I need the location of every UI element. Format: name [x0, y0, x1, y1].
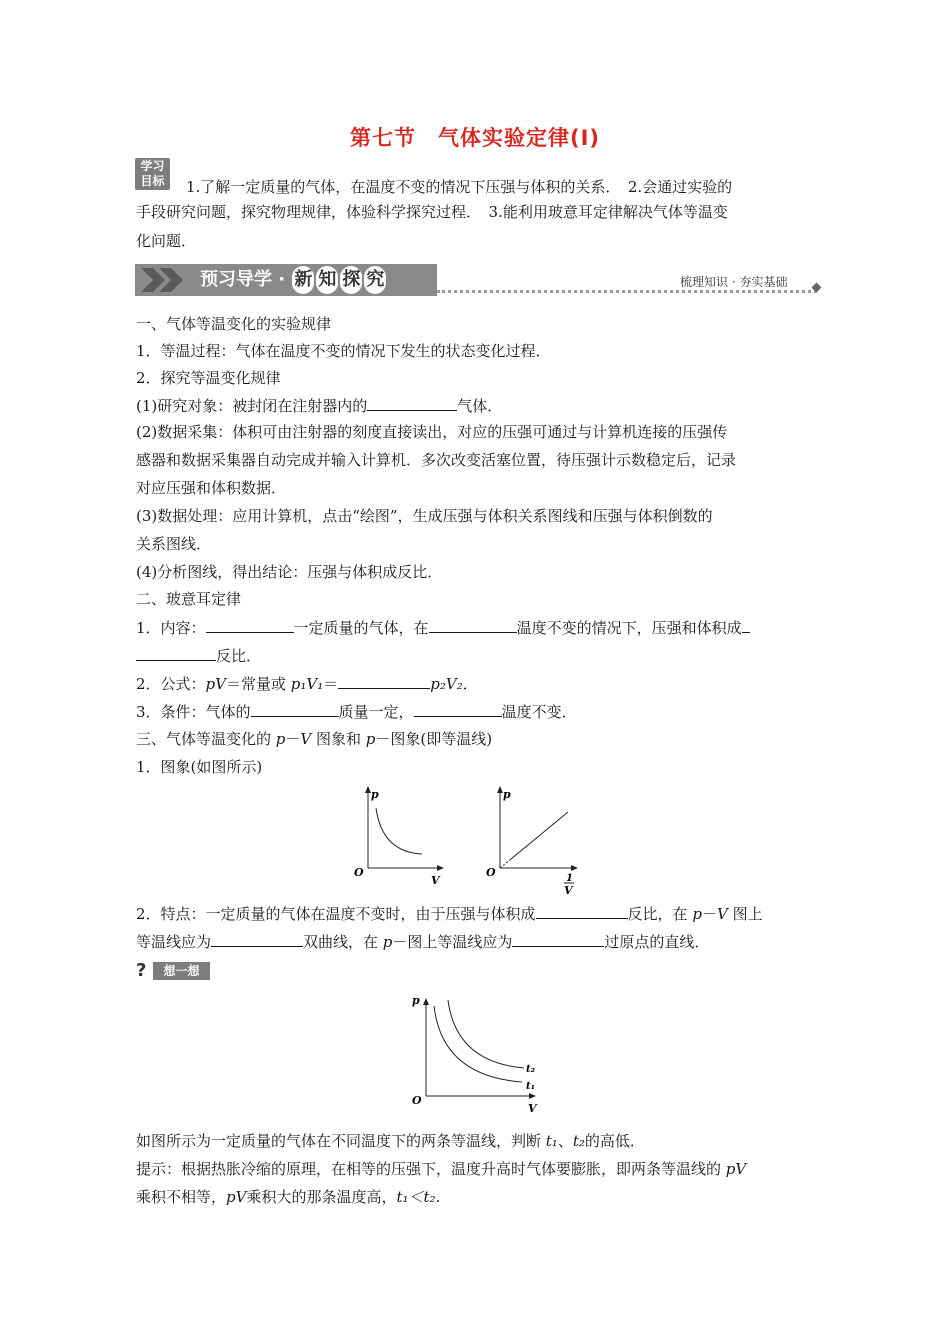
banner-title [200, 266, 387, 294]
blank-feature-3 [512, 931, 604, 947]
section3-item1: 1．图象(如图所示) [136, 758, 263, 776]
page-title: 第七节 气体实验定律(Ⅰ) [349, 126, 600, 150]
s3h-g: －图象(即等温线) [375, 730, 493, 748]
y-label: p [371, 788, 379, 801]
graph-two-isotherms [398, 990, 548, 1120]
blank-condition-2 [414, 701, 502, 717]
s3h-p: p [275, 730, 286, 748]
banner-char-3: 探 [340, 266, 362, 294]
s3h-v: V [300, 730, 312, 748]
formula-eq: ＝ [323, 675, 339, 693]
x-label-numerator: 1 [566, 873, 573, 884]
hint2-pv: pV [226, 1188, 247, 1206]
section1-item2: 2．探究等温变化规律 [136, 369, 281, 387]
content-label: 1．内容： [136, 619, 206, 637]
section1-sub2-l2: 感器和数据采集器自动完成并输入计算机．多次改变活塞位置，待压强计示数稳定后，记录 [136, 451, 737, 469]
sub1-pre: (1)研究对象：被封闭在注射器内的 [136, 397, 368, 415]
hint-a: 提示：根据热胀冷缩的原理，在相等的压强下，温度升高时气体要膨胀，即两条等温线的 [136, 1160, 726, 1178]
graph-p-v [340, 782, 450, 892]
feat-dash: － [701, 905, 717, 923]
feat2-b: 双曲线，在 [303, 933, 383, 951]
section3-feature-l2 [136, 931, 709, 952]
section3-heading [136, 729, 492, 749]
hint2-a: 乘积不相等， [136, 1188, 227, 1206]
blank-content-3b [136, 645, 216, 661]
section1-sub2-l3: 对应压强和体积数据． [136, 479, 287, 497]
feat-a: 2．特点：一定质量的气体在温度不变时，由于压强与体积成 [136, 905, 536, 923]
banner-left-text: 预习导学 · [200, 269, 286, 290]
formula-p2v2: p₂V₂ [430, 675, 463, 693]
section1-heading: 一、气体等温变化的实验规律 [136, 315, 332, 333]
section2-heading: 二、玻意耳定律 [136, 590, 242, 608]
graph-p-inv-v [478, 782, 588, 900]
hint2-c: 乘积大的那条温度高， [246, 1188, 397, 1206]
y-axis-arrow [423, 998, 429, 1005]
section1-item1: 1．等温过程：气体在温度不变的情况下发生的状态变化过程． [136, 342, 551, 360]
s3h-e: 图象和 [311, 730, 366, 748]
formula-pv: pV [205, 675, 226, 693]
banner-char-4: 究 [364, 266, 386, 294]
condition-label: 3．条件：气体的 [136, 703, 251, 721]
origin-label: O [412, 1094, 422, 1107]
goals-line-3: 化问题． [136, 232, 197, 250]
condition-text-1: 质量一定， [338, 703, 414, 721]
q-sep: 、 [557, 1132, 573, 1150]
banner-char-1: 新 [292, 266, 314, 294]
section1-sub2-l1: (2)数据采集：体积可由注射器的刻度直接读出，对应的压强可通过与计算机连接的压强传 [136, 423, 728, 441]
hint2-t: t₁＜t₂ [396, 1188, 436, 1206]
feat-f: 图上 [727, 905, 763, 923]
x-axis-arrow [529, 1093, 536, 1099]
think-hint-l1 [136, 1159, 746, 1179]
s3h-p2: p [365, 730, 376, 748]
x-label-denominator: V [564, 884, 573, 897]
isotherm-curve [376, 808, 422, 854]
blank-feature-1 [536, 903, 628, 919]
badge-line-1: 学习 [140, 159, 165, 173]
goals-line-2: 手段研究问题，探究物理规律，体验科学探究过程． 3.能利用玻意耳定律解决气体等温变 [136, 203, 728, 221]
blank-research-object [367, 395, 457, 411]
x-axis-arrow [571, 865, 578, 871]
banner-dotted-rule [437, 290, 817, 293]
section2-condition [136, 701, 577, 722]
q-t2: t₂ [572, 1132, 585, 1150]
hint-pv: pV [725, 1160, 747, 1178]
x-label: V [431, 874, 440, 887]
feat2-d: －图上等温线应为 [392, 933, 513, 951]
section2-formula [136, 673, 478, 694]
blank-content-2 [429, 617, 517, 633]
sub1-post: 气体． [457, 397, 503, 415]
banner-char-2: 知 [316, 266, 338, 294]
section2-content-l2 [136, 645, 261, 666]
y-label: p [412, 994, 420, 1007]
s3h-a: 三、气体等温变化的 [136, 730, 276, 748]
chevron-arrows-icon [135, 264, 195, 296]
x-label: V [528, 1102, 537, 1115]
badge-line-2: 目标 [140, 174, 165, 188]
section1-sub3-l1: (3)数据处理：应用计算机，点击“绘图”，生成压强与体积关系图线和压强与体积倒数的 [136, 507, 713, 525]
blank-feature-2 [211, 931, 303, 947]
s3h-dash: － [285, 730, 301, 748]
feat2-e: 过原点的直线． [604, 933, 710, 951]
feat-v: V [716, 905, 728, 923]
content-text-2: 温度不变的情况下，压强和体积成 [516, 619, 742, 637]
isotherm-line [511, 812, 568, 859]
blank-content-1 [206, 617, 294, 633]
content-text-1: 一定质量的气体，在 [293, 619, 429, 637]
think-label: 想一想 [153, 962, 210, 980]
formula-label: 2．公式： [136, 675, 206, 693]
think-question [136, 1131, 645, 1151]
origin-label: O [486, 866, 496, 879]
extrapolated-segment [500, 859, 511, 868]
formula-text: ＝常量或 [225, 675, 291, 693]
condition-text-2: 温度不变． [501, 703, 577, 721]
q-e: 的高低． [584, 1132, 645, 1150]
t1-label: t₁ [526, 1081, 535, 1092]
banner-subtitle: 梳理知识 · 夯实基础 [680, 275, 788, 289]
section2-content-l1 [136, 617, 750, 638]
t2-label: t₂ [526, 1064, 535, 1075]
section1-sub3-l2: 关系图线． [136, 535, 212, 553]
formula-end: ． [462, 675, 478, 693]
isotherm-t2 [448, 1000, 524, 1068]
x-axis-arrow [437, 865, 444, 871]
section3-feature-l1 [136, 903, 763, 924]
goals-line-1: 1.了解一定质量的气体，在温度不变的情况下压强与体积的关系． 2.会通过实验的 [186, 178, 733, 196]
formula-p1v1: p₁V₁ [290, 675, 324, 693]
think-hint-l2 [136, 1187, 440, 1207]
feat2-a: 等温线应为 [136, 933, 212, 951]
q-t1: t₁ [545, 1132, 558, 1150]
section1-sub1 [136, 395, 502, 416]
blank-condition-1 [251, 701, 339, 717]
content-text-3: 反比． [216, 647, 262, 665]
blank-content-3a [742, 617, 750, 633]
y-label: p [503, 788, 511, 801]
q-a: 如图所示为一定质量的气体在不同温度下的两条等温线，判断 [136, 1132, 546, 1150]
isotherm-t1 [434, 1006, 522, 1082]
origin-label: O [354, 866, 364, 879]
section1-sub4: (4)分析图线，得出结论：压强与体积成反比． [136, 563, 443, 581]
feat-p: p [692, 905, 702, 923]
question-icon: ? [136, 960, 147, 981]
hint2-e: . [435, 1188, 441, 1206]
feat-b: 反比，在 [627, 905, 693, 923]
learning-goals-badge [135, 158, 170, 190]
blank-formula [338, 673, 430, 689]
feat2-p: p [382, 933, 393, 951]
